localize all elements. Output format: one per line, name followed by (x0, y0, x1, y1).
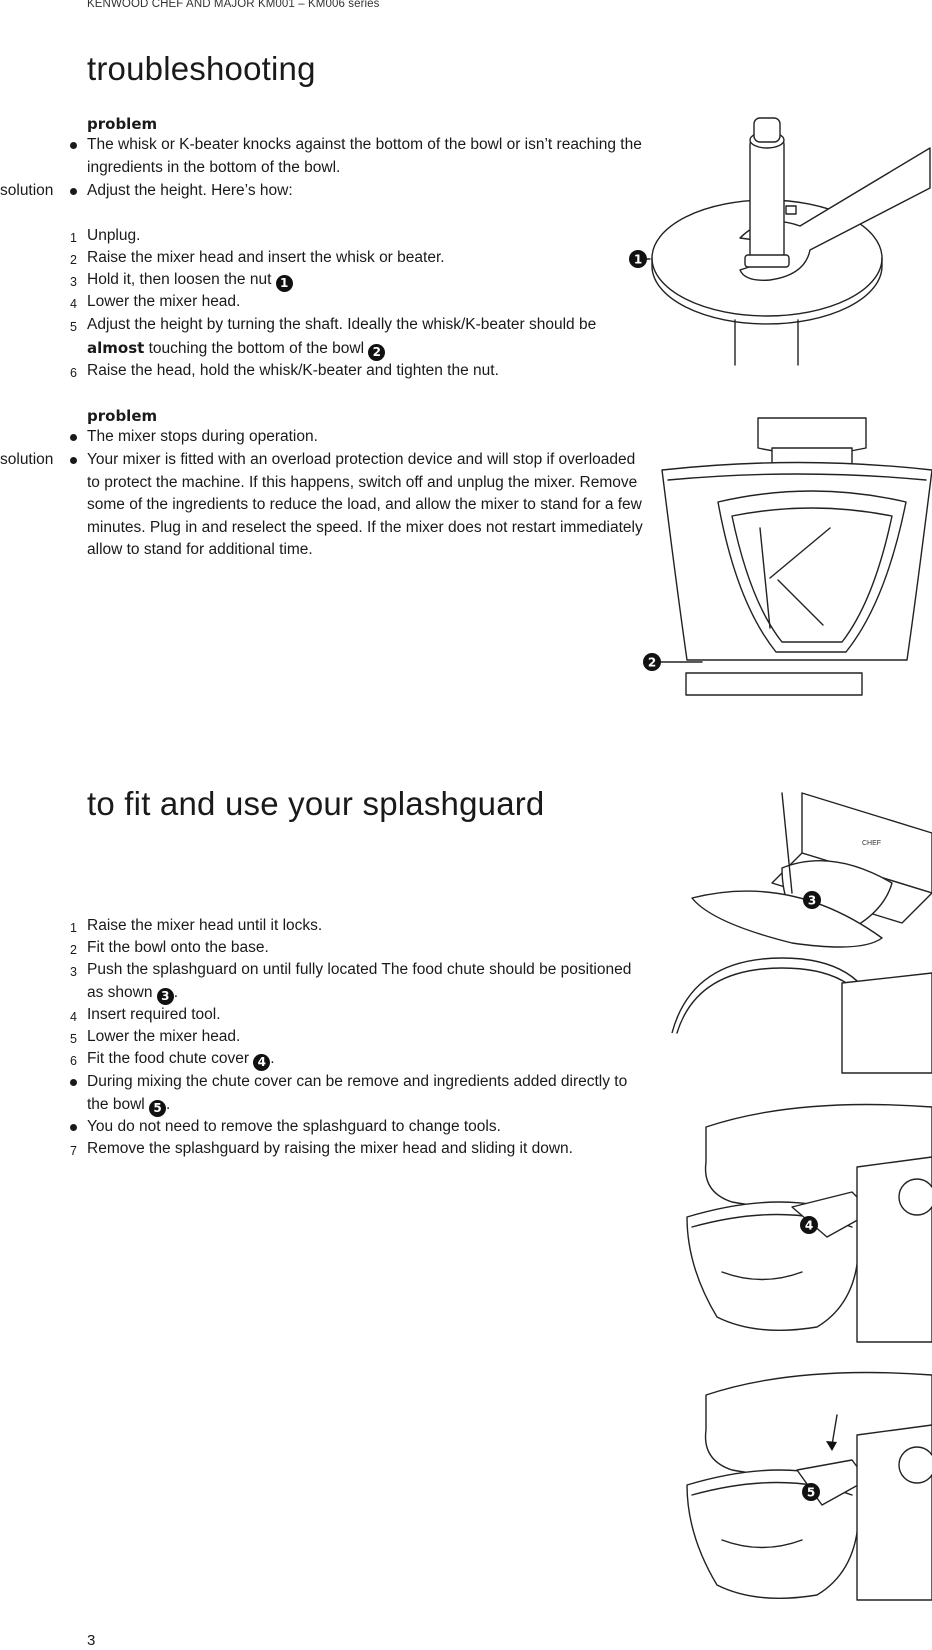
step-text: Fit the food chute cover 4 . (87, 1050, 275, 1069)
page-number: 3 (87, 1632, 96, 1649)
step-number: 1 (70, 231, 77, 245)
callout-ref-icon: 4 (253, 1054, 270, 1071)
step-text: Insert required tool. (87, 1006, 221, 1023)
section-title-splashguard: to fit and use your splashguard (87, 785, 545, 822)
bullet-icon (70, 1079, 77, 1086)
figure-chute-cover (692, 1107, 932, 1342)
svg-text:2: 2 (647, 655, 657, 670)
solution-text: Your mixer is fitted with an overload protection device and will stop if overloaded to protect the machine. If this happens, switch off and unplug the mixer. Remove some of the ingredients to reduce the load, and allow the mixer to stand for a few minutes. Plug in and reselect the speed. If the mixer does not restart immediately allow to stand for additional time. (87, 451, 643, 558)
brand-mark: CHEF (862, 840, 882, 847)
step-text: Hold it, then loosen the nut 1 (87, 269, 647, 292)
step-number: 6 (70, 1054, 77, 1068)
step-text: Adjust the height by turning the shaft. Ideally the whisk/K-beater should be almost touching the bottom of the bowl 2 (87, 316, 597, 359)
step-text: Remove the splashguard by raising the mixer head and sliding it down. (87, 1140, 573, 1157)
step-number: 4 (70, 1010, 77, 1024)
step-number: 1 (70, 921, 77, 935)
step-number: 2 (70, 253, 77, 267)
figure-add-ingredients (692, 1375, 932, 1610)
figure-bowl-k-beater (647, 418, 932, 698)
bullet-icon (70, 188, 77, 195)
svg-text:5: 5 (806, 1485, 816, 1500)
callout-badge-3 (803, 891, 821, 909)
problem-label: problem (87, 115, 158, 133)
solution-label: solution (0, 451, 54, 468)
callout-badge-1 (629, 250, 647, 268)
step-text: Raise the mixer head until it locks. (87, 917, 323, 934)
solution-text: Adjust the height. Here’s how: (87, 182, 293, 199)
step-text: During mixing the chute cover can be remove and ingredients added directly to the bowl 5 . (87, 1073, 628, 1115)
problem-label: problem (87, 407, 158, 425)
callout-ref-icon: 3 (157, 988, 174, 1005)
bullet-icon (70, 142, 77, 149)
bullet-icon (70, 1124, 77, 1131)
solution-label: solution (0, 182, 54, 199)
figure-splashguard-fit (692, 793, 932, 1073)
step-text: You do not need to remove the splashguard to change tools. (87, 1118, 501, 1135)
step-number: 2 (70, 943, 77, 957)
step-text: Raise the mixer head and insert the whisk or beater. (87, 249, 445, 266)
callout-ref-icon: 2 (368, 344, 385, 361)
step-number: 7 (70, 1144, 77, 1158)
running-header: KENWOOD CHEF AND MAJOR KM001 – KM006 series (87, 0, 380, 10)
section-title-troubleshooting: troubleshooting (87, 50, 316, 87)
step-number: 3 (70, 275, 77, 289)
step-text: Raise the head, hold the whisk/K-beater and tighten the nut. (87, 362, 499, 379)
step-text: Fit the bowl onto the base. (87, 939, 269, 956)
bullet-icon (70, 434, 77, 441)
callout-ref-icon: 5 (149, 1100, 166, 1117)
step-text: Lower the mixer head. (87, 293, 241, 310)
callout-ref-icon: 1 (276, 275, 293, 292)
step-number: 5 (70, 320, 77, 334)
svg-text:4: 4 (804, 1218, 814, 1233)
step-text: Push the splashguard on until fully located The food chute should be positioned as shown 3 . (87, 961, 632, 1003)
emphasis-text: almost (87, 338, 145, 357)
callout-badge-2 (643, 653, 661, 671)
problem-text: The whisk or K-beater knocks against the bottom of the bowl or isn’t reaching the ingredients in the bottom of the bowl. (87, 136, 642, 176)
step-number: 3 (70, 965, 77, 979)
callout-badge-4 (800, 1216, 818, 1234)
step-text: Lower the mixer head. (87, 1028, 241, 1045)
callout-badge-5 (802, 1483, 820, 1501)
bullet-icon (70, 457, 77, 464)
step-number: 4 (70, 297, 77, 311)
problem-text: The mixer stops during operation. (87, 428, 318, 445)
svg-text:3: 3 (807, 893, 817, 908)
step-number: 6 (70, 366, 77, 380)
step-number: 5 (70, 1032, 77, 1046)
step-text: Unplug. (87, 227, 141, 244)
svg-text:1: 1 (633, 252, 643, 267)
figure-nut-spanner (633, 120, 932, 370)
